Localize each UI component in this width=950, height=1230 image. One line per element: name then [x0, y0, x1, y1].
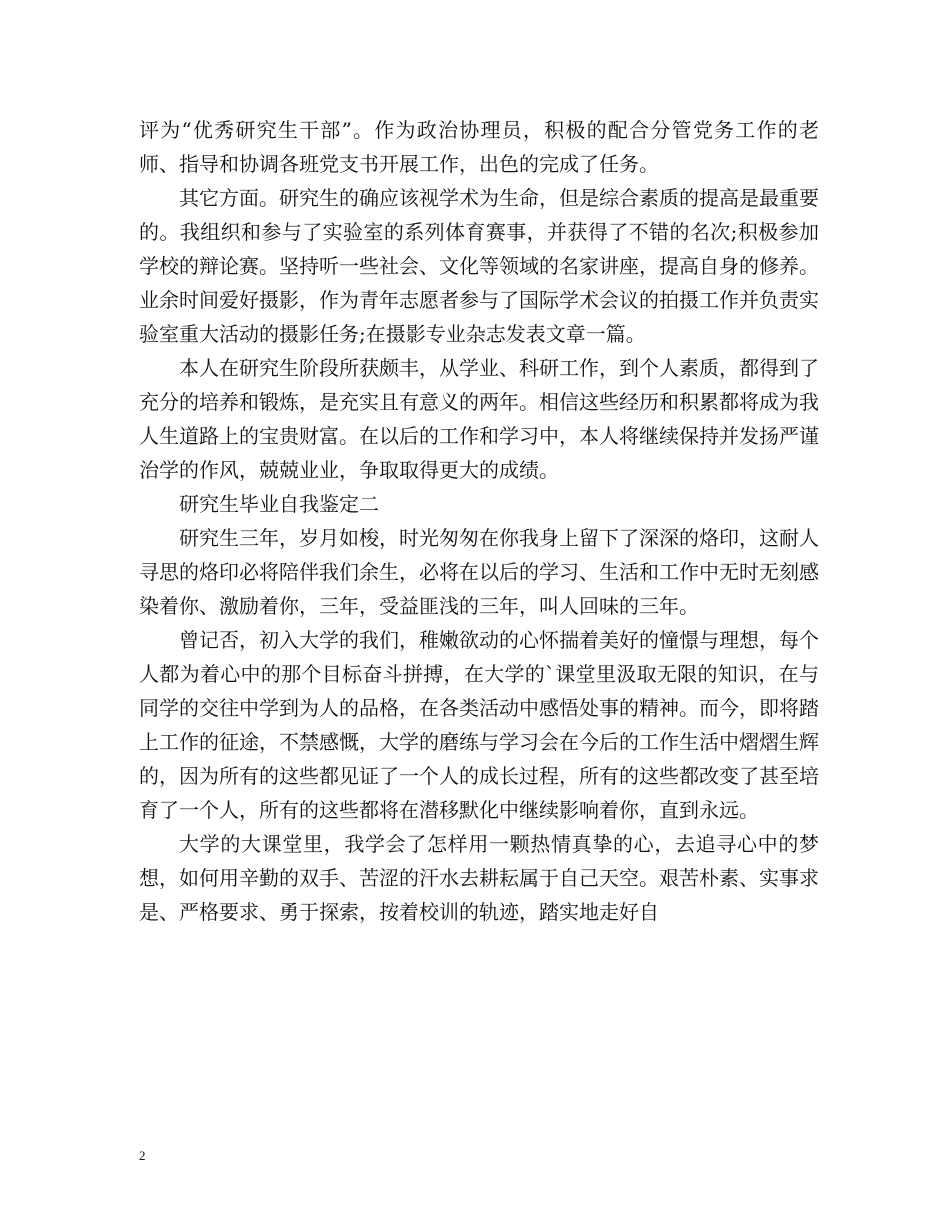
paragraph-other-aspects: 其它方面。研究生的确应该视学术为生命，但是综合素质的提高是最重要的。我组织和参与了实验室的系列体育赛事，并获得了不错的名次;积极参加学校的辩论赛。坚持听一些社会、文化等领域的名家讲座，提高自身的修养。业余时间爱好摄影，作为青年志愿者参与了国际学术会议的拍摄工作并负责实验室重大活动的摄影任务;在摄影专业杂志发表文章一篇。: [139, 186, 819, 346]
paragraph-classroom: 大学的大课堂里，我学会了怎样用一颗热情真挚的心，去追寻心中的梦想，如何用辛勤的双手、苦涩的汗水去耕耘属于自己天空。艰苦朴素、实事求是、严格要求、勇于探索，按着校训的轨迹，踏实地走好自: [139, 832, 819, 924]
paragraph-continuation: 评为“优秀研究生干部”。作为政治协理员，积极的配合分管党务工作的老师、指导和协调各班党支书开展工作，出色的完成了任务。: [139, 118, 819, 176]
document-body: [139, 113, 819, 929]
section-heading: 研究生毕业自我鉴定二: [179, 492, 379, 516]
paragraph-three-years: 研究生三年，岁月如梭，时光匆匆在你我身上留下了深深的烙印，这耐人寻思的烙印必将陪伴我们余生，必将在以后的学习、生活和工作中无时无刻感染着你、激励着你，三年，受益匪浅的三年，叫人回味的三年。: [139, 526, 819, 618]
paragraph-memories: 曾记否，初入大学的我们，稚嫩欲动的心怀揣着美好的憧憬与理想，每个人都为着心中的那个目标奋斗拼搏，在大学的`课堂里汲取无限的知识，在与同学的交往中学到为人的品格，在各类活动中感悟处事的精神。而今，即将踏上工作的征途，不禁感慨，大学的磨练与学习会在今后的工作生活中熠熠生辉的，因为所有的这些都见证了一个人的成长过程，所有的这些都改变了甚至培育了一个人，所有的这些都将在潜移默化中继续影响着你，直到永远。: [139, 628, 819, 822]
page-number: 2: [139, 1148, 146, 1163]
paragraph-summary: 本人在研究生阶段所获颇丰，从学业、科研工作，到个人素质，都得到了充分的培养和锻炼，是充实且有意义的两年。相信这些经历和积累都将成为我人生道路上的宝贵财富。在以后的工作和学习中，本人将继续保持并发扬严谨治学的作风，兢兢业业，争取取得更大的成绩。: [139, 356, 819, 482]
